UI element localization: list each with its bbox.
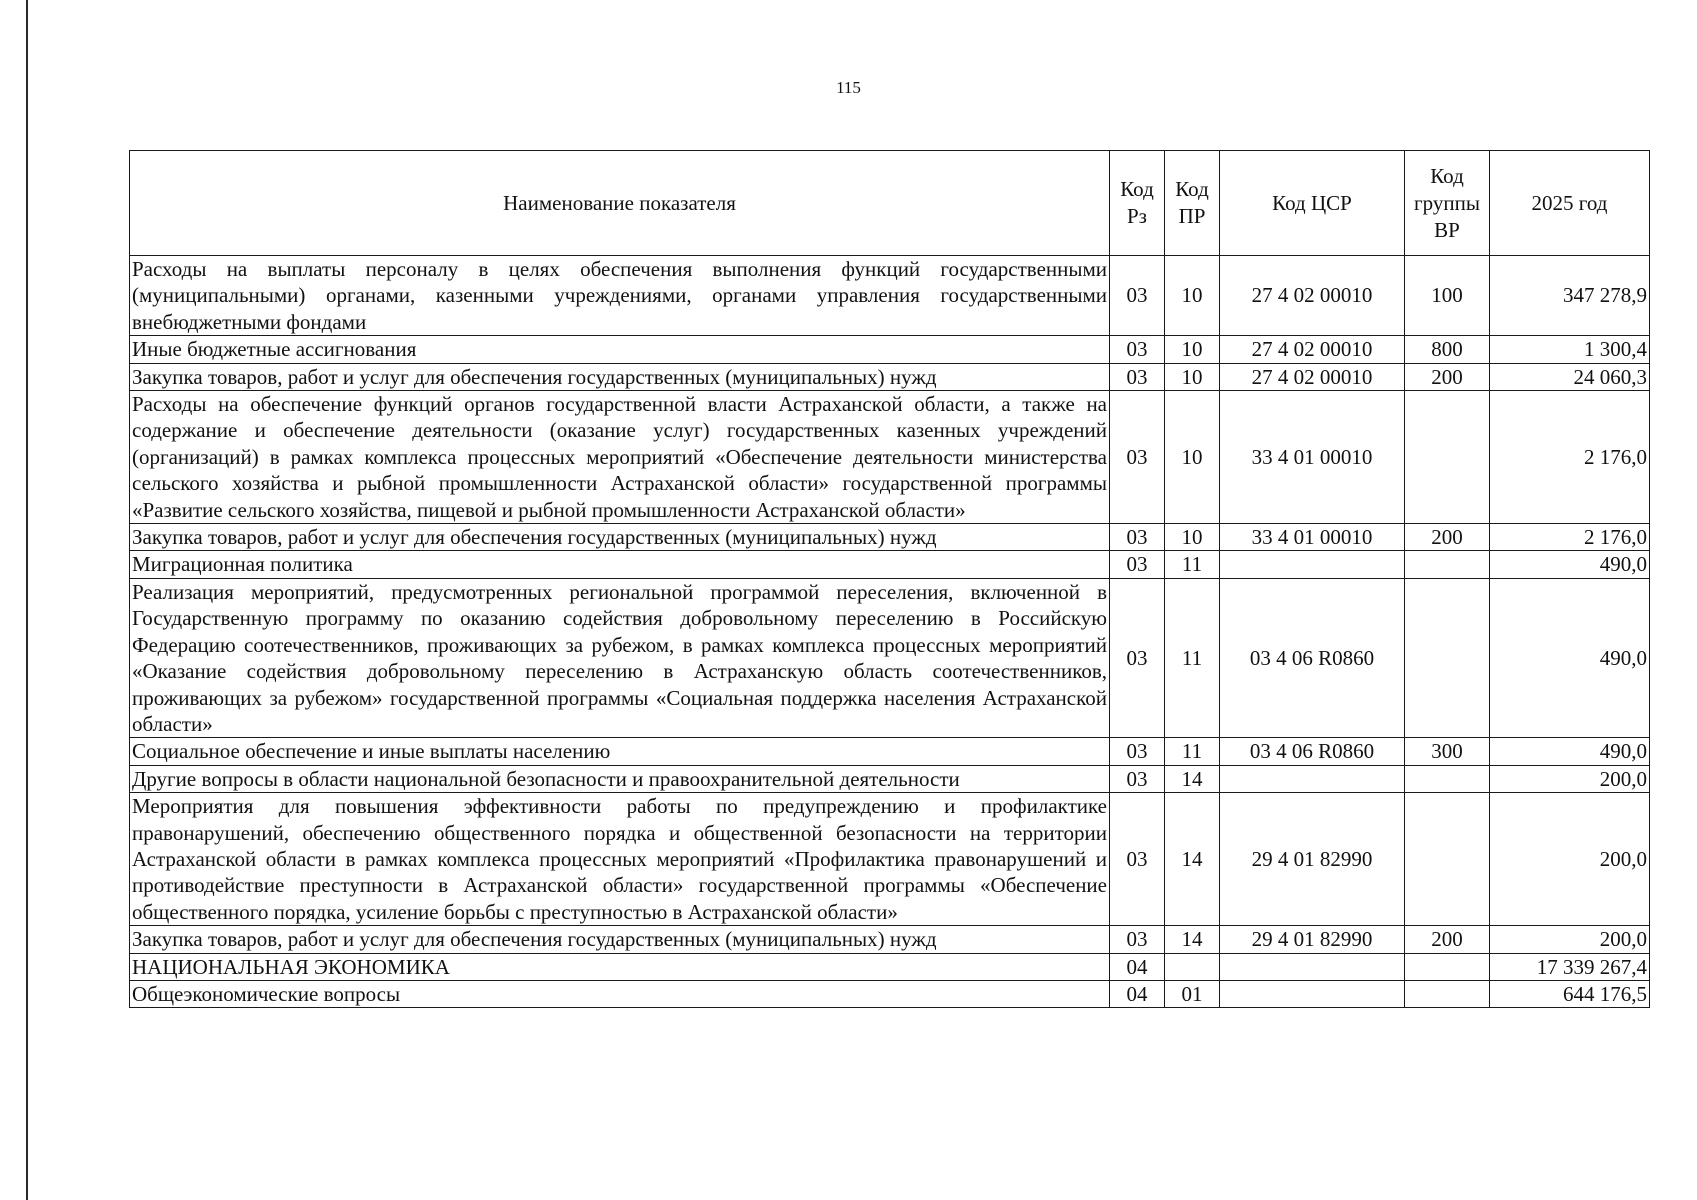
cell-csr <box>1220 765 1405 792</box>
table-row <box>130 524 1650 551</box>
budget-table <box>129 150 1650 1008</box>
cell-vr: 300 <box>1405 738 1490 765</box>
cell-amount: 200,0 <box>1490 926 1650 953</box>
cell-rz: 03 <box>1110 578 1165 737</box>
header-csr: Код ЦСР <box>1220 151 1405 256</box>
page-number: 115 <box>836 78 861 97</box>
cell-pr: 01 <box>1165 980 1220 1007</box>
table-row <box>130 256 1650 336</box>
table-row <box>130 363 1650 390</box>
table-row <box>130 953 1650 980</box>
cell-pr: 14 <box>1165 765 1220 792</box>
cell-csr: 33 4 01 00010 <box>1220 524 1405 551</box>
cell-vr: 200 <box>1405 363 1490 390</box>
cell-pr: 10 <box>1165 336 1220 363</box>
cell-vr <box>1405 551 1490 578</box>
cell-name: Закупка товаров, работ и услуг для обеспечения государственных (муниципальных) нужд <box>130 363 1110 390</box>
cell-rz: 03 <box>1110 765 1165 792</box>
cell-amount: 24 060,3 <box>1490 363 1650 390</box>
header-vr: Код группы ВР <box>1405 151 1490 256</box>
cell-name: Другие вопросы в области национальной безопасности и правоохранительной деятельности <box>130 765 1110 792</box>
cell-csr: 27 4 02 00010 <box>1220 363 1405 390</box>
cell-vr <box>1405 765 1490 792</box>
cell-name: Мероприятия для повышения эффективности работы по предупреждению и профилактике правонарушений, обеспечению общественного порядка и общественной безопасности на территории Астраханской области в рамках комплекса процессных мероприятий «Профилактика правонарушений и противодействие преступности в Астраханской области» государственной программы «Обеспечение общественного порядка, усиление борьбы с преступностью в Астраханской области» <box>130 793 1110 926</box>
cell-csr: 27 4 02 00010 <box>1220 256 1405 336</box>
cell-name: Закупка товаров, работ и услуг для обеспечения государственных (муниципальных) нужд <box>130 926 1110 953</box>
cell-rz: 03 <box>1110 738 1165 765</box>
cell-amount: 490,0 <box>1490 738 1650 765</box>
cell-name: Расходы на обеспечение функций органов государственной власти Астраханской области, а также на содержание и обеспечение деятельности (оказание услуг) государственных казенных учреждений (организаций) в рамках комплекса процессных мероприятий «Обеспечение деятельности министерства сельского хозяйства и рыбной промышленности Астраханской области» государственной программы «Развитие сельского хозяйства, пищевой и рыбной промышленности Астраханской области» <box>130 391 1110 524</box>
cell-vr: 800 <box>1405 336 1490 363</box>
cell-name: Расходы на выплаты персоналу в целях обеспечения выполнения функций государственными (муниципальными) органами, казенными учреждениями, органами управления государственными внебюджетными фондами <box>130 256 1110 336</box>
cell-csr <box>1220 953 1405 980</box>
cell-name: Иные бюджетные ассигнования <box>130 336 1110 363</box>
cell-amount: 200,0 <box>1490 793 1650 926</box>
cell-rz: 03 <box>1110 336 1165 363</box>
cell-rz: 03 <box>1110 551 1165 578</box>
table-row <box>130 926 1650 953</box>
cell-vr <box>1405 578 1490 737</box>
cell-pr: 14 <box>1165 926 1220 953</box>
cell-csr: 29 4 01 82990 <box>1220 793 1405 926</box>
table-row <box>130 765 1650 792</box>
table-row <box>130 578 1650 737</box>
cell-vr <box>1405 953 1490 980</box>
cell-pr: 10 <box>1165 524 1220 551</box>
cell-amount: 17 339 267,4 <box>1490 953 1650 980</box>
header-year: 2025 год <box>1490 151 1650 256</box>
table-row <box>130 551 1650 578</box>
table-row <box>130 336 1650 363</box>
cell-amount: 644 176,5 <box>1490 980 1650 1007</box>
cell-pr <box>1165 953 1220 980</box>
header-rz: Код Рз <box>1110 151 1165 256</box>
cell-rz: 04 <box>1110 980 1165 1007</box>
cell-vr <box>1405 793 1490 926</box>
cell-csr: 29 4 01 82990 <box>1220 926 1405 953</box>
table-row <box>130 980 1650 1007</box>
cell-amount: 347 278,9 <box>1490 256 1650 336</box>
cell-rz: 03 <box>1110 926 1165 953</box>
cell-vr <box>1405 980 1490 1007</box>
cell-csr <box>1220 551 1405 578</box>
cell-name: Миграционная политика <box>130 551 1110 578</box>
cell-name: Реализация мероприятий, предусмотренных региональной программой переселения, включенной в Государственную программу по оказанию содействия добровольному переселению в Российскую Федерацию соотечественников, проживающих за рубежом, в рамках комплекса процессных мероприятий «Оказание содействия добровольному переселению в Астраханскую область соотечественников, проживающих за рубежом» государственной программы «Социальная поддержка населения Астраханской области» <box>130 578 1110 737</box>
table-row <box>130 793 1650 926</box>
cell-pr: 11 <box>1165 578 1220 737</box>
cell-rz: 03 <box>1110 363 1165 390</box>
cell-rz: 04 <box>1110 953 1165 980</box>
table-row <box>130 738 1650 765</box>
cell-name: Социальное обеспечение и иные выплаты населению <box>130 738 1110 765</box>
cell-vr: 200 <box>1405 524 1490 551</box>
header-name: Наименование показателя <box>130 151 1110 256</box>
cell-amount: 200,0 <box>1490 765 1650 792</box>
cell-pr: 10 <box>1165 363 1220 390</box>
cell-csr: 03 4 06 R0860 <box>1220 738 1405 765</box>
cell-name: Общеэкономические вопросы <box>130 980 1110 1007</box>
cell-rz: 03 <box>1110 793 1165 926</box>
cell-pr: 10 <box>1165 391 1220 524</box>
cell-vr: 100 <box>1405 256 1490 336</box>
header-pr: Код ПР <box>1165 151 1220 256</box>
cell-amount: 490,0 <box>1490 578 1650 737</box>
cell-rz: 03 <box>1110 524 1165 551</box>
cell-amount: 2 176,0 <box>1490 391 1650 524</box>
cell-pr: 11 <box>1165 738 1220 765</box>
cell-pr: 11 <box>1165 551 1220 578</box>
cell-csr: 33 4 01 00010 <box>1220 391 1405 524</box>
table-header-row <box>130 151 1650 256</box>
cell-amount: 1 300,4 <box>1490 336 1650 363</box>
cell-pr: 14 <box>1165 793 1220 926</box>
cell-rz: 03 <box>1110 256 1165 336</box>
cell-name: НАЦИОНАЛЬНАЯ ЭКОНОМИКА <box>130 953 1110 980</box>
cell-csr: 27 4 02 00010 <box>1220 336 1405 363</box>
scan-edge-line <box>26 0 28 1200</box>
cell-csr: 03 4 06 R0860 <box>1220 578 1405 737</box>
cell-pr: 10 <box>1165 256 1220 336</box>
cell-csr <box>1220 980 1405 1007</box>
cell-amount: 2 176,0 <box>1490 524 1650 551</box>
cell-vr <box>1405 391 1490 524</box>
cell-name: Закупка товаров, работ и услуг для обеспечения государственных (муниципальных) нужд <box>130 524 1110 551</box>
table-row <box>130 391 1650 524</box>
cell-vr: 200 <box>1405 926 1490 953</box>
cell-rz: 03 <box>1110 391 1165 524</box>
cell-amount: 490,0 <box>1490 551 1650 578</box>
